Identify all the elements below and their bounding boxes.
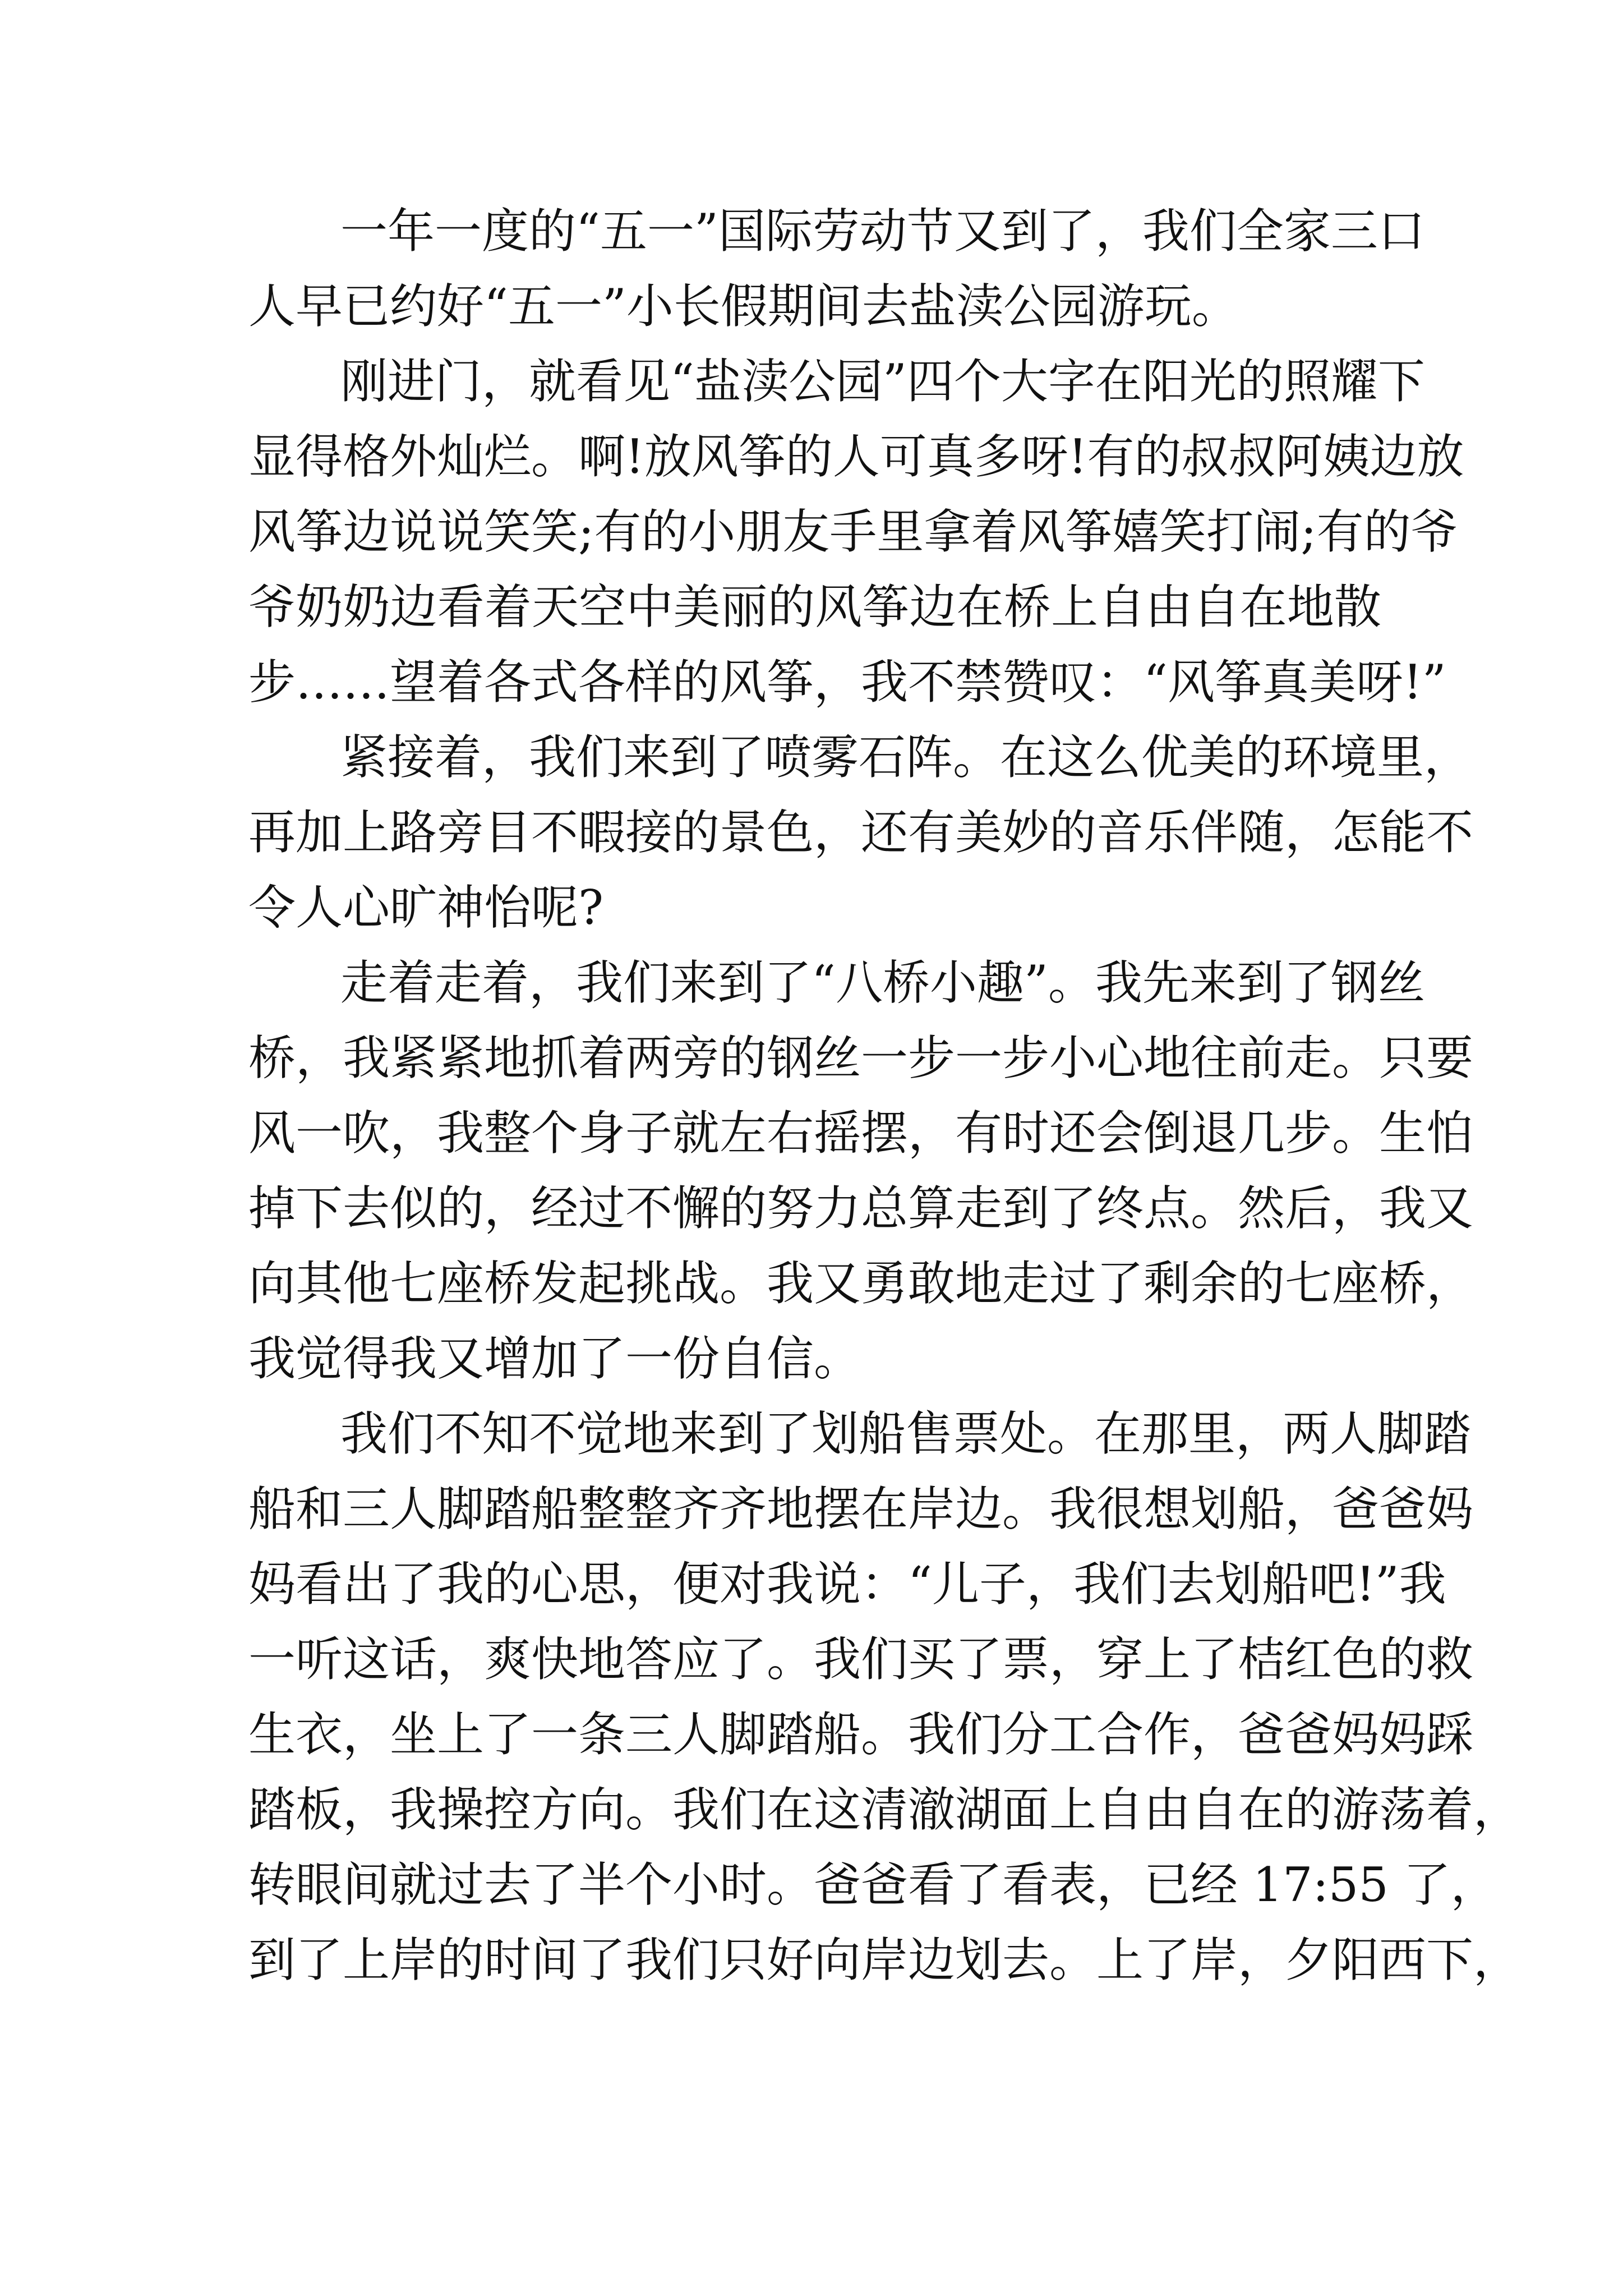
paragraph-5 bbox=[248, 1396, 1521, 1998]
text-line: 刚进门，就看见“盐渎公园”四个大字在阳光的照耀下 bbox=[340, 354, 1425, 409]
paragraph-1 bbox=[248, 194, 1425, 344]
text-line: 显得格外灿烂。啊!放风筝的人可真多呀!有的叔叔阿姨边放 bbox=[248, 429, 1464, 484]
text-line: 掉下去似的，经过不懈的努力总算走到了终点。然后，我又 bbox=[248, 1181, 1474, 1236]
text-line: 一年一度的“五一”国际劳动节又到了，我们全家三口 bbox=[340, 204, 1425, 259]
paragraph-2 bbox=[248, 344, 1464, 720]
text-line: 我觉得我又增加了一份自信。 bbox=[248, 1331, 861, 1386]
paragraph-4 bbox=[248, 945, 1474, 1396]
text-line: 生衣，坐上了一条三人脚踏船。我们分工合作，爸爸妈妈踩 bbox=[248, 1707, 1474, 1762]
text-line: 走着走着，我们来到了“八桥小趣”。我先来到了钢丝 bbox=[340, 955, 1425, 1010]
text-line: 一听这话，爽快地答应了。我们买了票，穿上了桔红色的救 bbox=[248, 1632, 1474, 1687]
text-line: 妈看出了我的心思，便对我说：“儿子，我们去划船吧!”我 bbox=[248, 1557, 1446, 1612]
document-body bbox=[248, 194, 1521, 1998]
paragraph-3 bbox=[248, 720, 1474, 945]
text-line: 风筝边说说笑笑;有的小朋友手里拿着风筝嬉笑打闹;有的爷 bbox=[248, 504, 1458, 559]
text-line: 船和三人脚踏船整整齐齐地摆在岸边。我很想划船，爸爸妈 bbox=[248, 1481, 1474, 1536]
text-line: 爷奶奶边看着天空中美丽的风筝边在桥上自由自在地散 bbox=[248, 579, 1381, 634]
text-line: 踏板，我操控方向。我们在这清澈湖面上自由自在的游荡着， bbox=[248, 1782, 1521, 1837]
text-line: 步……望着各式各样的风筝，我不禁赞叹：“风筝真美呀!” bbox=[248, 655, 1446, 710]
text-line: 令人心旷神怡呢? bbox=[248, 880, 604, 935]
text-line: 我们不知不觉地来到了划船售票处。在那里，两人脚踏 bbox=[340, 1406, 1472, 1461]
text-line: 桥，我紧紧地抓着两旁的钢丝一步一步小心地往前走。只要 bbox=[248, 1030, 1474, 1085]
text-line: 人早已约好“五一”小长假期间去盐渎公园游玩。 bbox=[248, 279, 1239, 334]
text-line: 到了上岸的时间了我们只好向岸边划去。上了岸，夕阳西下， bbox=[248, 1932, 1521, 1987]
text-line: 再加上路旁目不暇接的景色，还有美妙的音乐伴随，怎能不 bbox=[248, 805, 1474, 860]
text-line: 向其他七座桥发起挑战。我又勇敢地走过了剩余的七座桥， bbox=[248, 1256, 1474, 1311]
text-line: 转眼间就过去了半个小时。爸爸看了看表，已经 17:55 了， bbox=[248, 1857, 1498, 1912]
text-line: 风一吹，我整个身子就左右摇摆，有时还会倒退几步。生怕 bbox=[248, 1106, 1474, 1161]
text-line: 紧接着，我们来到了喷雾石阵。在这么优美的环境里， bbox=[340, 730, 1472, 785]
